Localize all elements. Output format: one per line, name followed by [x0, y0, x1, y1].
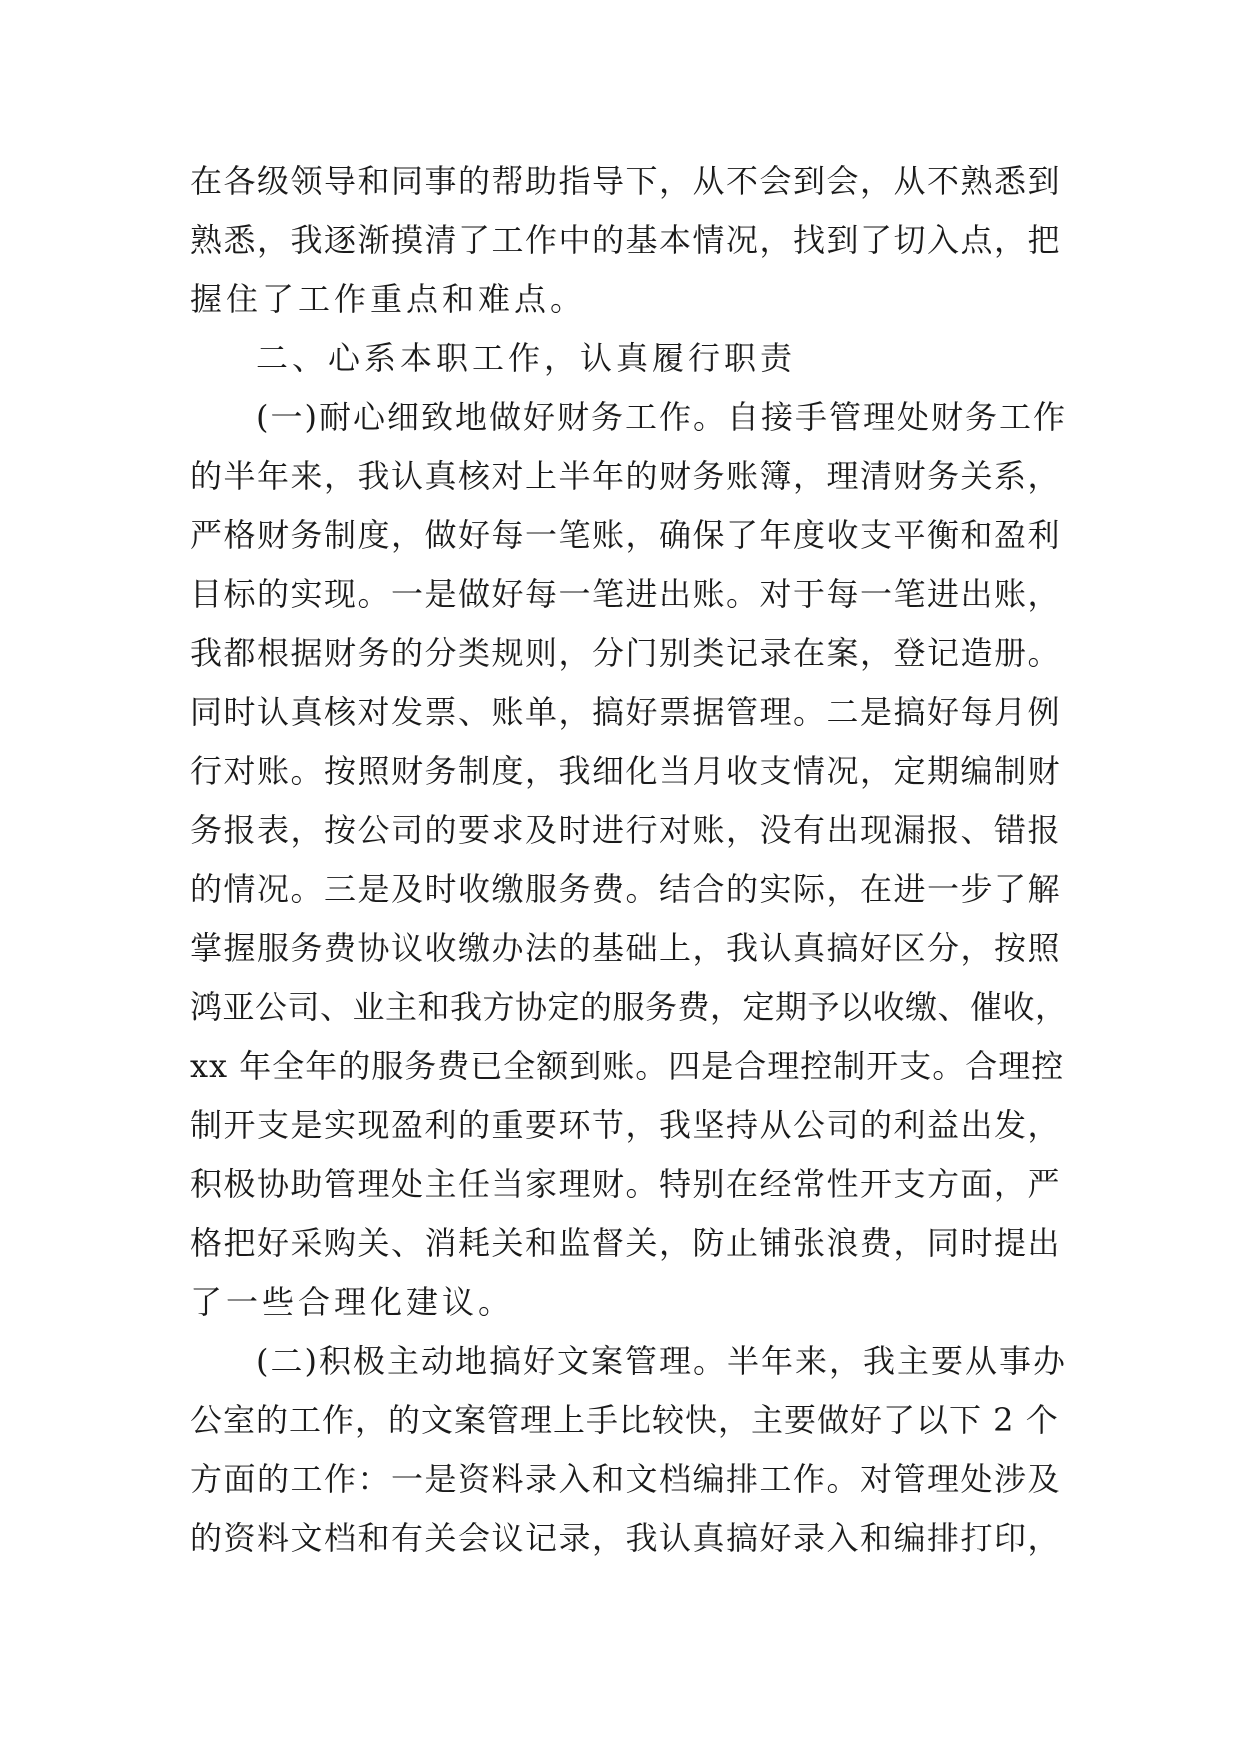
- text-line: 了一些合理化建议。: [190, 1283, 515, 1321]
- text-line: 鸿亚公司、业主和我方协定的服务费，定期予以收缴、催收，: [190, 988, 1068, 1026]
- text-line: 务报表，按公司的要求及时进行对账，没有出现漏报、错报: [190, 811, 1062, 849]
- text-line: 在各级领导和同事的帮助指导下，从不会到会，从不熟悉到: [190, 162, 1062, 200]
- document-body: [190, 152, 1070, 1568]
- text-line: 制开支是实现盈利的重要环节，我坚持从公司的利益出发，: [190, 1106, 1062, 1144]
- text-line: 积极协助管理处主任当家理财。特别在经常性开支方面，严: [190, 1165, 1062, 1203]
- text-line: 握住了工作重点和难点。: [190, 280, 587, 318]
- text-line: 的资料文档和有关会议记录，我认真搞好录入和编排打印，: [190, 1519, 1062, 1557]
- text-line: 熟悉，我逐渐摸清了工作中的基本情况，找到了切入点，把: [190, 221, 1062, 259]
- text-line: 掌握服务费协议收缴办法的基础上，我认真搞好区分，按照: [190, 929, 1062, 967]
- section-heading: 二、心系本职工作，认真履行职责: [256, 339, 797, 377]
- text-line: 的半年来，我认真核对上半年的财务账簿，理清财务关系，: [190, 457, 1062, 495]
- text-line: 行对账。按照财务制度，我细化当月收支情况，定期编制财: [190, 752, 1062, 790]
- text-line: 格把好采购关、消耗关和监督关，防止铺张浪费，同时提出: [190, 1224, 1062, 1262]
- subsection-heading-line: (二)积极主动地搞好文案管理。半年来，我主要从事办: [256, 1342, 1067, 1380]
- text-line: 同时认真核对发票、账单，搞好票据管理。二是搞好每月例: [190, 693, 1062, 731]
- text-line: xx 年全年的服务费已全额到账。四是合理控制开支。合理控: [190, 1047, 1065, 1085]
- text-line: 公室的工作，的文案管理上手比较快，主要做好了以下 2 个: [190, 1401, 1059, 1439]
- text-line: 的情况。三是及时收缴服务费。结合的实际，在进一步了解: [190, 870, 1062, 908]
- text-line: 目标的实现。一是做好每一笔进出账。对于每一笔进出账，: [190, 575, 1062, 613]
- text-line: 我都根据财务的分类规则，分门别类记录在案，登记造册。: [190, 634, 1062, 672]
- text-line: 严格财务制度，做好每一笔账，确保了年度收支平衡和盈利: [190, 516, 1062, 554]
- text-line: 方面的工作：一是资料录入和文档编排工作。对管理处涉及: [190, 1460, 1062, 1498]
- subsection-heading-line: (一)耐心细致地做好财务工作。自接手管理处财务工作: [256, 398, 1067, 436]
